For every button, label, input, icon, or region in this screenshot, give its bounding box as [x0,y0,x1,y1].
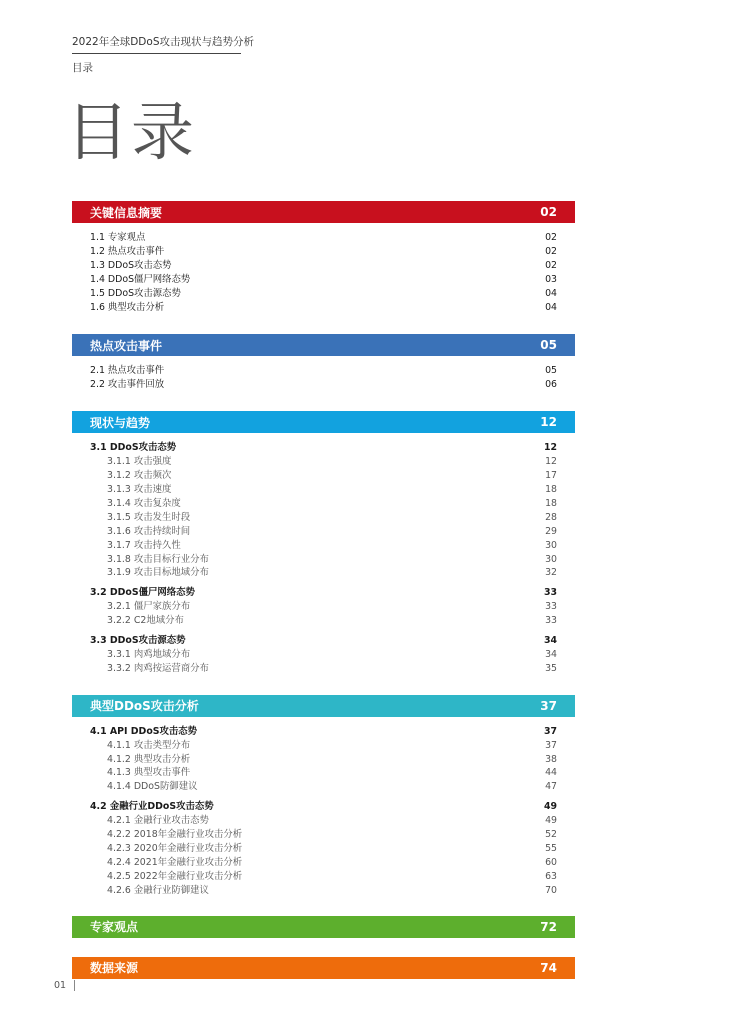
toc-section-title: 典型DDoS攻击分析 [90,699,199,714]
toc-entry-label: 4.2.2 2018年金融行业攻击分析 [107,829,243,841]
header-divider [72,53,241,54]
toc-entry-label: 3.1.2 攻击频次 [107,470,172,482]
toc-entry-label: 4.2.5 2022年金融行业攻击分析 [107,870,243,882]
toc-entry-page: 33 [545,601,557,613]
toc-entry[interactable] [72,739,575,753]
toc-entry-label: 1.1 专家观点 [90,232,146,243]
toc-section-header[interactable] [72,957,575,979]
toc-section-page: 12 [540,415,557,430]
toc-entry-page: 06 [545,379,557,391]
toc-entry[interactable] [72,753,575,767]
page-number: 01 [54,980,67,991]
toc-entry[interactable] [72,662,575,676]
toc-entry[interactable] [72,441,575,455]
toc-section [72,695,575,898]
toc-entry-label: 4.1.1 攻击类型分布 [107,739,191,751]
toc-entry[interactable] [72,231,575,245]
table-of-contents [72,201,575,979]
toc-entry-page: 04 [545,287,557,299]
toc-entry-page: 44 [545,767,557,779]
toc-entry-list [72,223,575,314]
toc-entry[interactable] [72,884,575,898]
toc-entry-page: 37 [543,725,557,737]
toc-entry-label: 2.1 热点攻击事件 [90,365,165,377]
toc-entry-page: 47 [545,781,557,793]
toc-entry[interactable] [72,273,575,287]
toc-entry-list [72,433,575,676]
toc-entry[interactable] [72,287,575,301]
toc-entry[interactable] [72,511,575,525]
toc-section [72,916,575,938]
toc-entry-label: 3.2.1 僵尸家族分布 [107,601,191,613]
toc-entry[interactable] [72,469,575,483]
toc-entry-label: 3.3 DDoS攻击源态势 [90,635,186,647]
toc-section-header[interactable] [72,916,575,938]
toc-entry-page: 35 [545,662,557,674]
toc-section-header[interactable] [72,695,575,717]
toc-entry-label: 3.1.7 攻击持久性 [107,539,181,551]
document-title: 2022年全球DDoS攻击现状与趋势分析 [72,36,254,48]
toc-entry-label: 3.1 DDoS攻击态势 [90,442,177,454]
toc-section [72,957,575,979]
toc-entry-page: 60 [545,856,557,868]
page-title: 目录 [66,96,196,169]
toc-entry[interactable] [72,648,575,662]
toc-entry[interactable] [72,634,575,648]
toc-entry-label: 1.6 典型攻击分析 [90,301,165,313]
toc-entry-label: 4.1.4 DDoS防御建议 [107,781,198,793]
toc-entry-page: 33 [545,615,557,627]
toc-entry-page: 70 [545,884,557,896]
toc-entry[interactable] [72,259,575,273]
document-header [72,36,254,74]
toc-entry-page: 63 [545,870,557,882]
toc-entry-page: 05 [545,365,557,377]
toc-section-page: 37 [540,698,557,713]
toc-section-header[interactable] [72,411,575,433]
toc-entry[interactable] [72,814,575,828]
toc-entry-page: 12 [545,456,557,468]
toc-entry-page: 37 [545,739,557,751]
toc-section-title: 关键信息摘要 [90,205,163,220]
toc-section [72,334,575,392]
toc-entry[interactable] [72,378,575,392]
toc-entry[interactable] [72,870,575,884]
toc-entry-label: 1.5 DDoS攻击源态势 [90,287,181,299]
toc-section-title: 现状与趋势 [90,415,151,430]
toc-entry-list [72,717,575,898]
toc-entry[interactable] [72,586,575,600]
toc-entry-label: 3.3.2 肉鸡按运营商分布 [107,662,209,674]
toc-entry-list [72,356,575,392]
toc-entry-label: 4.2.1 金融行业攻击态势 [107,815,209,827]
footer-divider [74,980,75,991]
toc-entry[interactable] [72,483,575,497]
toc-entry-label: 3.2.2 C2地域分布 [107,615,184,627]
toc-entry[interactable] [72,566,575,580]
toc-entry[interactable] [72,828,575,842]
toc-section-header[interactable] [72,201,575,223]
toc-entry[interactable] [72,301,575,315]
toc-section-header[interactable] [72,334,575,356]
toc-entry-page: 33 [543,587,557,599]
toc-entry-label: 1.4 DDoS僵尸网络态势 [90,273,191,285]
toc-entry-page: 55 [545,843,557,854]
toc-section-page: 74 [540,960,557,975]
toc-section-title: 专家观点 [90,920,139,935]
toc-entry-label: 4.1.2 典型攻击分析 [107,753,191,765]
toc-entry-label: 1.2 热点攻击事件 [90,245,165,257]
toc-entry-page: 49 [545,815,557,827]
toc-entry-page: 02 [545,232,557,243]
toc-entry-page: 30 [545,539,557,551]
toc-entry-label: 3.1.3 攻击速度 [107,483,172,495]
toc-entry[interactable] [72,800,575,814]
toc-entry[interactable] [72,856,575,870]
toc-entry[interactable] [72,780,575,794]
toc-entry-page: 12 [543,442,557,454]
toc-entry-label: 3.3.1 肉鸡地域分布 [107,648,191,660]
toc-entry-page: 30 [545,553,557,565]
toc-entry-label: 3.2 DDoS僵尸网络态势 [90,587,195,599]
toc-entry[interactable] [72,553,575,567]
toc-entry-page: 02 [545,245,557,257]
toc-entry-label: 4.2.6 金融行业防御建议 [107,884,209,896]
toc-entry-label: 4.2.4 2021年金融行业攻击分析 [107,856,243,868]
toc-section-page: 02 [540,205,557,219]
toc-entry[interactable] [72,539,575,553]
toc-entry[interactable] [72,245,575,259]
toc-entry-page: 52 [545,829,557,841]
toc-section-title: 数据来源 [90,961,139,976]
toc-entry-label: 3.1.8 攻击目标行业分布 [107,553,209,565]
toc-entry-page: 18 [545,497,557,509]
toc-entry-page: 02 [545,259,557,271]
toc-section [72,411,575,676]
toc-entry-page: 38 [545,753,557,765]
toc-entry[interactable] [72,525,575,539]
toc-entry-label: 3.1.1 攻击强度 [107,456,172,468]
toc-entry-page: 49 [543,801,557,813]
toc-entry-page: 03 [545,273,557,285]
toc-entry-page: 34 [545,648,557,660]
toc-entry-label: 3.1.5 攻击发生时段 [107,511,191,523]
toc-entry-page: 17 [545,470,557,482]
toc-entry-label: 3.1.4 攻击复杂度 [107,497,181,509]
toc-entry-page: 04 [545,301,557,313]
toc-entry-page: 32 [545,567,557,579]
toc-section-page: 72 [540,919,557,934]
toc-entry-label: 3.1.9 攻击目标地域分布 [107,567,209,579]
toc-entry-page: 18 [545,483,557,495]
toc-entry[interactable] [72,497,575,511]
toc-entry[interactable] [72,364,575,378]
toc-entry[interactable] [72,842,575,856]
toc-entry-label: 4.2.3 2020年金融行业攻击分析 [107,843,243,854]
toc-entry-page: 29 [545,525,557,537]
toc-entry-label: 2.2 攻击事件回放 [90,379,165,391]
toc-entry-label: 4.1.3 典型攻击事件 [107,767,191,779]
toc-entry-page: 34 [543,635,557,647]
page-footer [54,980,75,991]
toc-entry[interactable] [72,614,575,628]
toc-entry[interactable] [72,455,575,469]
toc-entry[interactable] [72,725,575,739]
toc-section-title: 热点攻击事件 [90,338,163,353]
section-label: 目录 [72,62,93,74]
toc-entry-page: 28 [545,511,557,523]
toc-section-page: 05 [540,338,557,353]
toc-entry[interactable] [72,766,575,780]
toc-entry-label: 4.2 金融行业DDoS攻击态势 [90,801,214,813]
toc-entry-label: 4.1 API DDoS攻击态势 [90,725,198,737]
toc-entry[interactable] [72,600,575,614]
toc-entry-label: 3.1.6 攻击持续时间 [107,525,191,537]
toc-section [72,201,575,314]
toc-entry-label: 1.3 DDoS攻击态势 [90,259,172,271]
